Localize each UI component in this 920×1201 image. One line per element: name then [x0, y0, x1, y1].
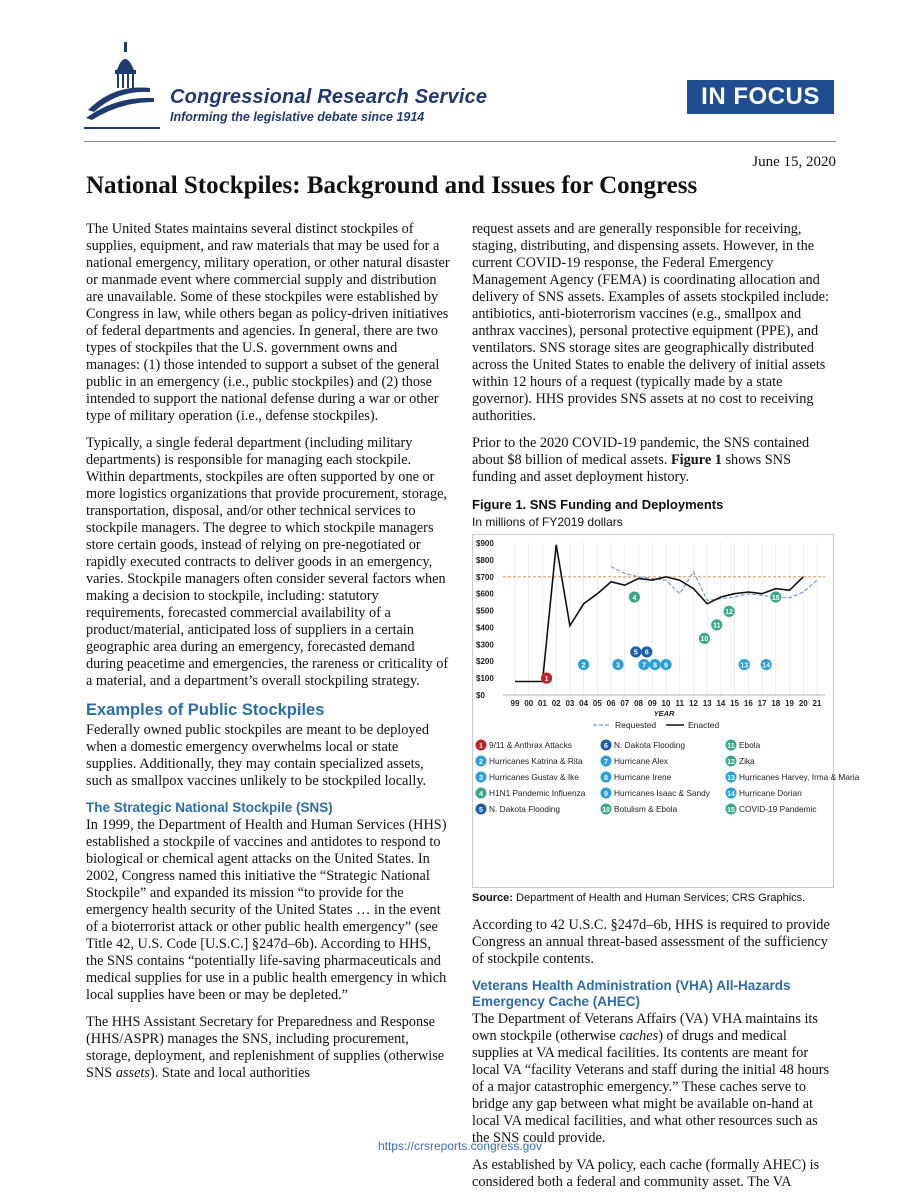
x-tick-label: 19: [785, 699, 794, 708]
event-marker-label: 10: [700, 636, 709, 644]
subsection-heading: The Strategic National Stockpile (SNS): [86, 800, 333, 815]
org-tagline: Informing the legislative debate since 1914: [170, 110, 425, 124]
event-marker-label: 1: [544, 675, 549, 683]
legend-event-number: 3: [479, 774, 483, 782]
figure-chart: [472, 534, 860, 888]
legend-event-label: N. Dakota Flooding: [489, 804, 561, 814]
legend-event-number: 13: [727, 774, 735, 782]
x-tick-label: 16: [743, 699, 753, 708]
x-tick-label: 17: [757, 699, 767, 708]
legend-event-number: 8: [604, 774, 608, 782]
x-tick-label: 06: [606, 699, 616, 708]
x-tick-label: 18: [771, 699, 781, 708]
legend-event-number: 4: [479, 790, 483, 798]
event-marker-label: 8: [653, 662, 657, 670]
paragraph: Prior to the 2020 COVID-19 pandemic, the SNS contained about $8 billion of medical assets. Figure 1 shows SNS funding and asset deployment history.: [472, 435, 810, 485]
paragraph: According to 42 U.S.C. §247d–6b, HHS is required to provide Congress an annual threat-based assessment of the sufficiency of stockpile contents.: [472, 917, 830, 967]
event-marker-label: 11: [713, 622, 721, 630]
x-tick-label: 03: [565, 699, 575, 708]
paragraph: The HHS Assistant Secretary for Preparedness and Response (HHS/ASPR) manages the SNS, including procurement, storage, deployment, and replenishment of supplies (otherwise SNS assets). State and local authorities: [86, 1014, 445, 1081]
footer-url[interactable]: https://crsreports.congress.gov: [377, 1139, 543, 1153]
left-column: [86, 221, 450, 1092]
y-tick-label: $800: [476, 555, 494, 565]
legend-event-label: 9/11 & Anthrax Attacks: [489, 740, 572, 750]
paragraph: Federally owned public stockpiles are meant to be deployed when a domestic emergency overwhelms local or state supplies. Additionally, they may contain specialized assets, such as smallpox vaccines unlikely to be stockpiled locally.: [86, 722, 430, 789]
event-marker-label: 3: [616, 662, 620, 670]
y-tick-label: $500: [476, 606, 494, 616]
x-axis-title: YEAR: [653, 709, 675, 718]
page-title: National Stockpiles: Background and Issues for Congress: [86, 172, 698, 199]
x-tick-label: 01: [538, 699, 547, 708]
series-line-requested: [611, 567, 817, 601]
legend-event-label: Hurricanes Gustav & Ike: [489, 772, 579, 782]
y-tick-label: $300: [476, 640, 494, 650]
legend-label: Requested: [615, 720, 657, 730]
event-marker-label: 7: [642, 662, 646, 670]
event-marker-label: 2: [581, 662, 586, 670]
legend-event-number: 2: [479, 758, 483, 766]
y-tick-label: $700: [476, 572, 494, 582]
event-marker-label: 15: [771, 594, 780, 602]
header-divider: [84, 141, 836, 142]
figure-source: Source: Department of Health and Human Services; CRS Graphics.: [472, 892, 806, 904]
x-tick-label: 10: [661, 699, 671, 708]
org-name: Congressional Research Service: [170, 86, 488, 108]
event-marker-label: 14: [762, 662, 771, 670]
legend-event-number: 11: [727, 742, 735, 750]
x-tick-label: 20: [798, 699, 808, 708]
y-tick-label: $900: [476, 539, 494, 548]
legend-event-number: 15: [727, 806, 735, 814]
x-tick-label: 11: [675, 699, 684, 708]
right-column: [472, 221, 860, 1201]
x-tick-label: 07: [620, 699, 630, 708]
x-tick-label: 15: [730, 699, 740, 708]
legend-event-label: Hurricanes Katrina & Rita: [489, 756, 583, 766]
subsection-heading: Veterans Health Administration (VHA) All-Hazards Emergency Cache (AHEC): [472, 978, 791, 1009]
legend-event-label: Botulism & Ebola: [614, 804, 678, 814]
x-tick-label: 00: [524, 699, 534, 708]
y-tick-label: $400: [476, 623, 494, 633]
publication-date: June 15, 2020: [752, 154, 836, 170]
legend-event-number: 12: [727, 758, 735, 766]
legend-event-label: Ebola: [739, 740, 761, 750]
event-marker-label: 9: [664, 662, 668, 670]
sns-funding-chart: [473, 535, 860, 887]
legend-event-label: H1N1 Pandemic Influenza: [489, 788, 586, 798]
legend-event-number: 5: [479, 806, 483, 814]
event-marker-label: 4: [632, 594, 637, 602]
legend-event-label: Hurricane Irene: [614, 772, 672, 782]
x-tick-label: 99: [510, 699, 520, 708]
legend-event-number: 1: [479, 742, 483, 750]
x-tick-label: 12: [689, 699, 698, 708]
logo-underline: [84, 127, 160, 129]
legend-event-label: N. Dakota Flooding: [614, 740, 686, 750]
paragraph: As established by VA policy, each cache (formally AHEC) is considered both a federal and community asset. The VA: [472, 1157, 820, 1190]
event-marker-label: 12: [725, 609, 734, 617]
section-heading: Examples of Public Stockpiles: [86, 701, 325, 719]
figure-subtitle: In millions of FY2019 dollars: [472, 515, 623, 529]
legend-event-label: Hurricanes Harvey, Irma & Maria: [739, 772, 860, 782]
legend-label: Enacted: [688, 720, 720, 730]
crs-capitol-logo: [84, 40, 170, 126]
paragraph: The United States maintains several distinct stockpiles of supplies, equipment, and raw materials that may be used for a national emergency, military operation, or other natural disaster or manmade event where commercial supply and distribution are unavailable. Some of these stockpiles were established by Congress in law, while others began as policy-driven initiatives of federal departments and agencies. In general, there are two types of stockpiles that the U.S. government owns and manages: (1) those intended to support a subset of the general public in an emergency (i.e., public stockpiles) and (2) those intended to support the national defense during a war or other type of military operation (i.e., defense stockpiles).: [86, 221, 450, 424]
legend-event-label: Hurricanes Isaac & Sandy: [614, 788, 710, 798]
x-tick-label: 05: [592, 699, 602, 708]
paragraph: The Department of Veterans Affairs (VA) VHA maintains its own stockpile (otherwise caches) of drugs and medical supplies at VA medical facilities. Its contents are meant for local VA “facility Veterans and staff during the initial 48 hours of a major catastrophic emergency.” These caches serve to bridge any gap between what might be available on-hand at local VA medical facilities, and what other resources such as the SNS could provide.: [472, 1011, 830, 1146]
x-tick-label: 09: [647, 699, 657, 708]
y-tick-label: $0: [476, 691, 485, 700]
x-tick-label: 14: [716, 699, 726, 708]
x-tick-label: 13: [702, 699, 712, 708]
legend-event-number: 14: [727, 790, 735, 798]
legend-event-number: 10: [602, 806, 610, 814]
paragraph: In 1999, the Department of Health and Human Services (HHS) established a stockpile of vaccines and antidotes to respond to biological or chemical agent attacks on the United States. In 2002, Congress named this initiative the “Strategic National Stockpile” and expanded its mission “to provide for the emergency health security of the United States … in the event of a bioterrorist attack or other public health emergency” (see Title 42, U.S. Code [U.S.C.] §247d–6b). According to HHS, the SNS contains “potentially life-saving pharmaceuticals and medical supplies for use in a public health emergency in which local supplies have been or may be depleted.”: [86, 817, 447, 1003]
event-marker-label: 5: [633, 649, 638, 657]
y-tick-label: $200: [476, 657, 494, 667]
y-tick-label: $100: [476, 674, 494, 684]
legend-event-number: 9: [604, 790, 608, 798]
legend-event-label: Hurricane Alex: [614, 756, 668, 766]
x-tick-label: 21: [812, 699, 822, 708]
y-tick-label: $600: [476, 589, 494, 599]
x-tick-label: 02: [551, 699, 561, 708]
event-marker-label: 6: [644, 649, 649, 657]
legend-event-label: Hurricane Dorian: [739, 788, 802, 798]
legend-event-label: COVID-19 Pandemic: [739, 804, 817, 814]
in-focus-badge: IN FOCUS: [687, 80, 834, 114]
legend-event-label: Zika: [739, 756, 755, 766]
x-tick-label: 04: [579, 699, 589, 708]
x-tick-label: 08: [634, 699, 643, 708]
paragraph: request assets and are generally responsible for receiving, staging, distributing, and dispensing assets. However, in the current COVID-19 response, the Federal Emergency Management Agency (FEMA) is coordinating allocation and delivery of SNS assets. Examples of assets stockpiled include: antibiotics, anti-bioterrorism vaccines (e.g., smallpox and anthrax vaccines), personal protective equipment (PPE), and ventilators. SNS storage sites are geographically distributed across the United States to enable the delivery of initial assets within 12 hours of a request (typically made by a state governor). HHS provides SNS assets at no cost to receiving authorities.: [472, 221, 829, 424]
event-marker-label: 13: [740, 662, 749, 670]
paragraph: Typically, a single federal department (including military departments) is responsible for managing each stockpile. Within departments, stockpiles are often supported by one or more logistics organizations that provide procurement, storage, transportation, disposal, and/or other technical services to stockpile managers. The degree to which stockpile managers store certain goods, instead of relying on pre-negotiated or rapidly executed contracts to deliver goods in an emergency, varies. Stockpile managers often consider several factors when making a decision to stockpile, including: statutory requirements, forecasted commercial availability of a product/material, anticipated loss of suppliers in a certain geographic area during an emergency, forecasted demand during peacetime and emergencies, the rareness or criticality of a material, and a department’s overall stockpiling strategy.: [86, 435, 449, 689]
legend-event-number: 7: [604, 758, 608, 766]
legend-event-number: 6: [604, 742, 608, 750]
figure-title: Figure 1. SNS Funding and Deployments: [472, 497, 724, 512]
